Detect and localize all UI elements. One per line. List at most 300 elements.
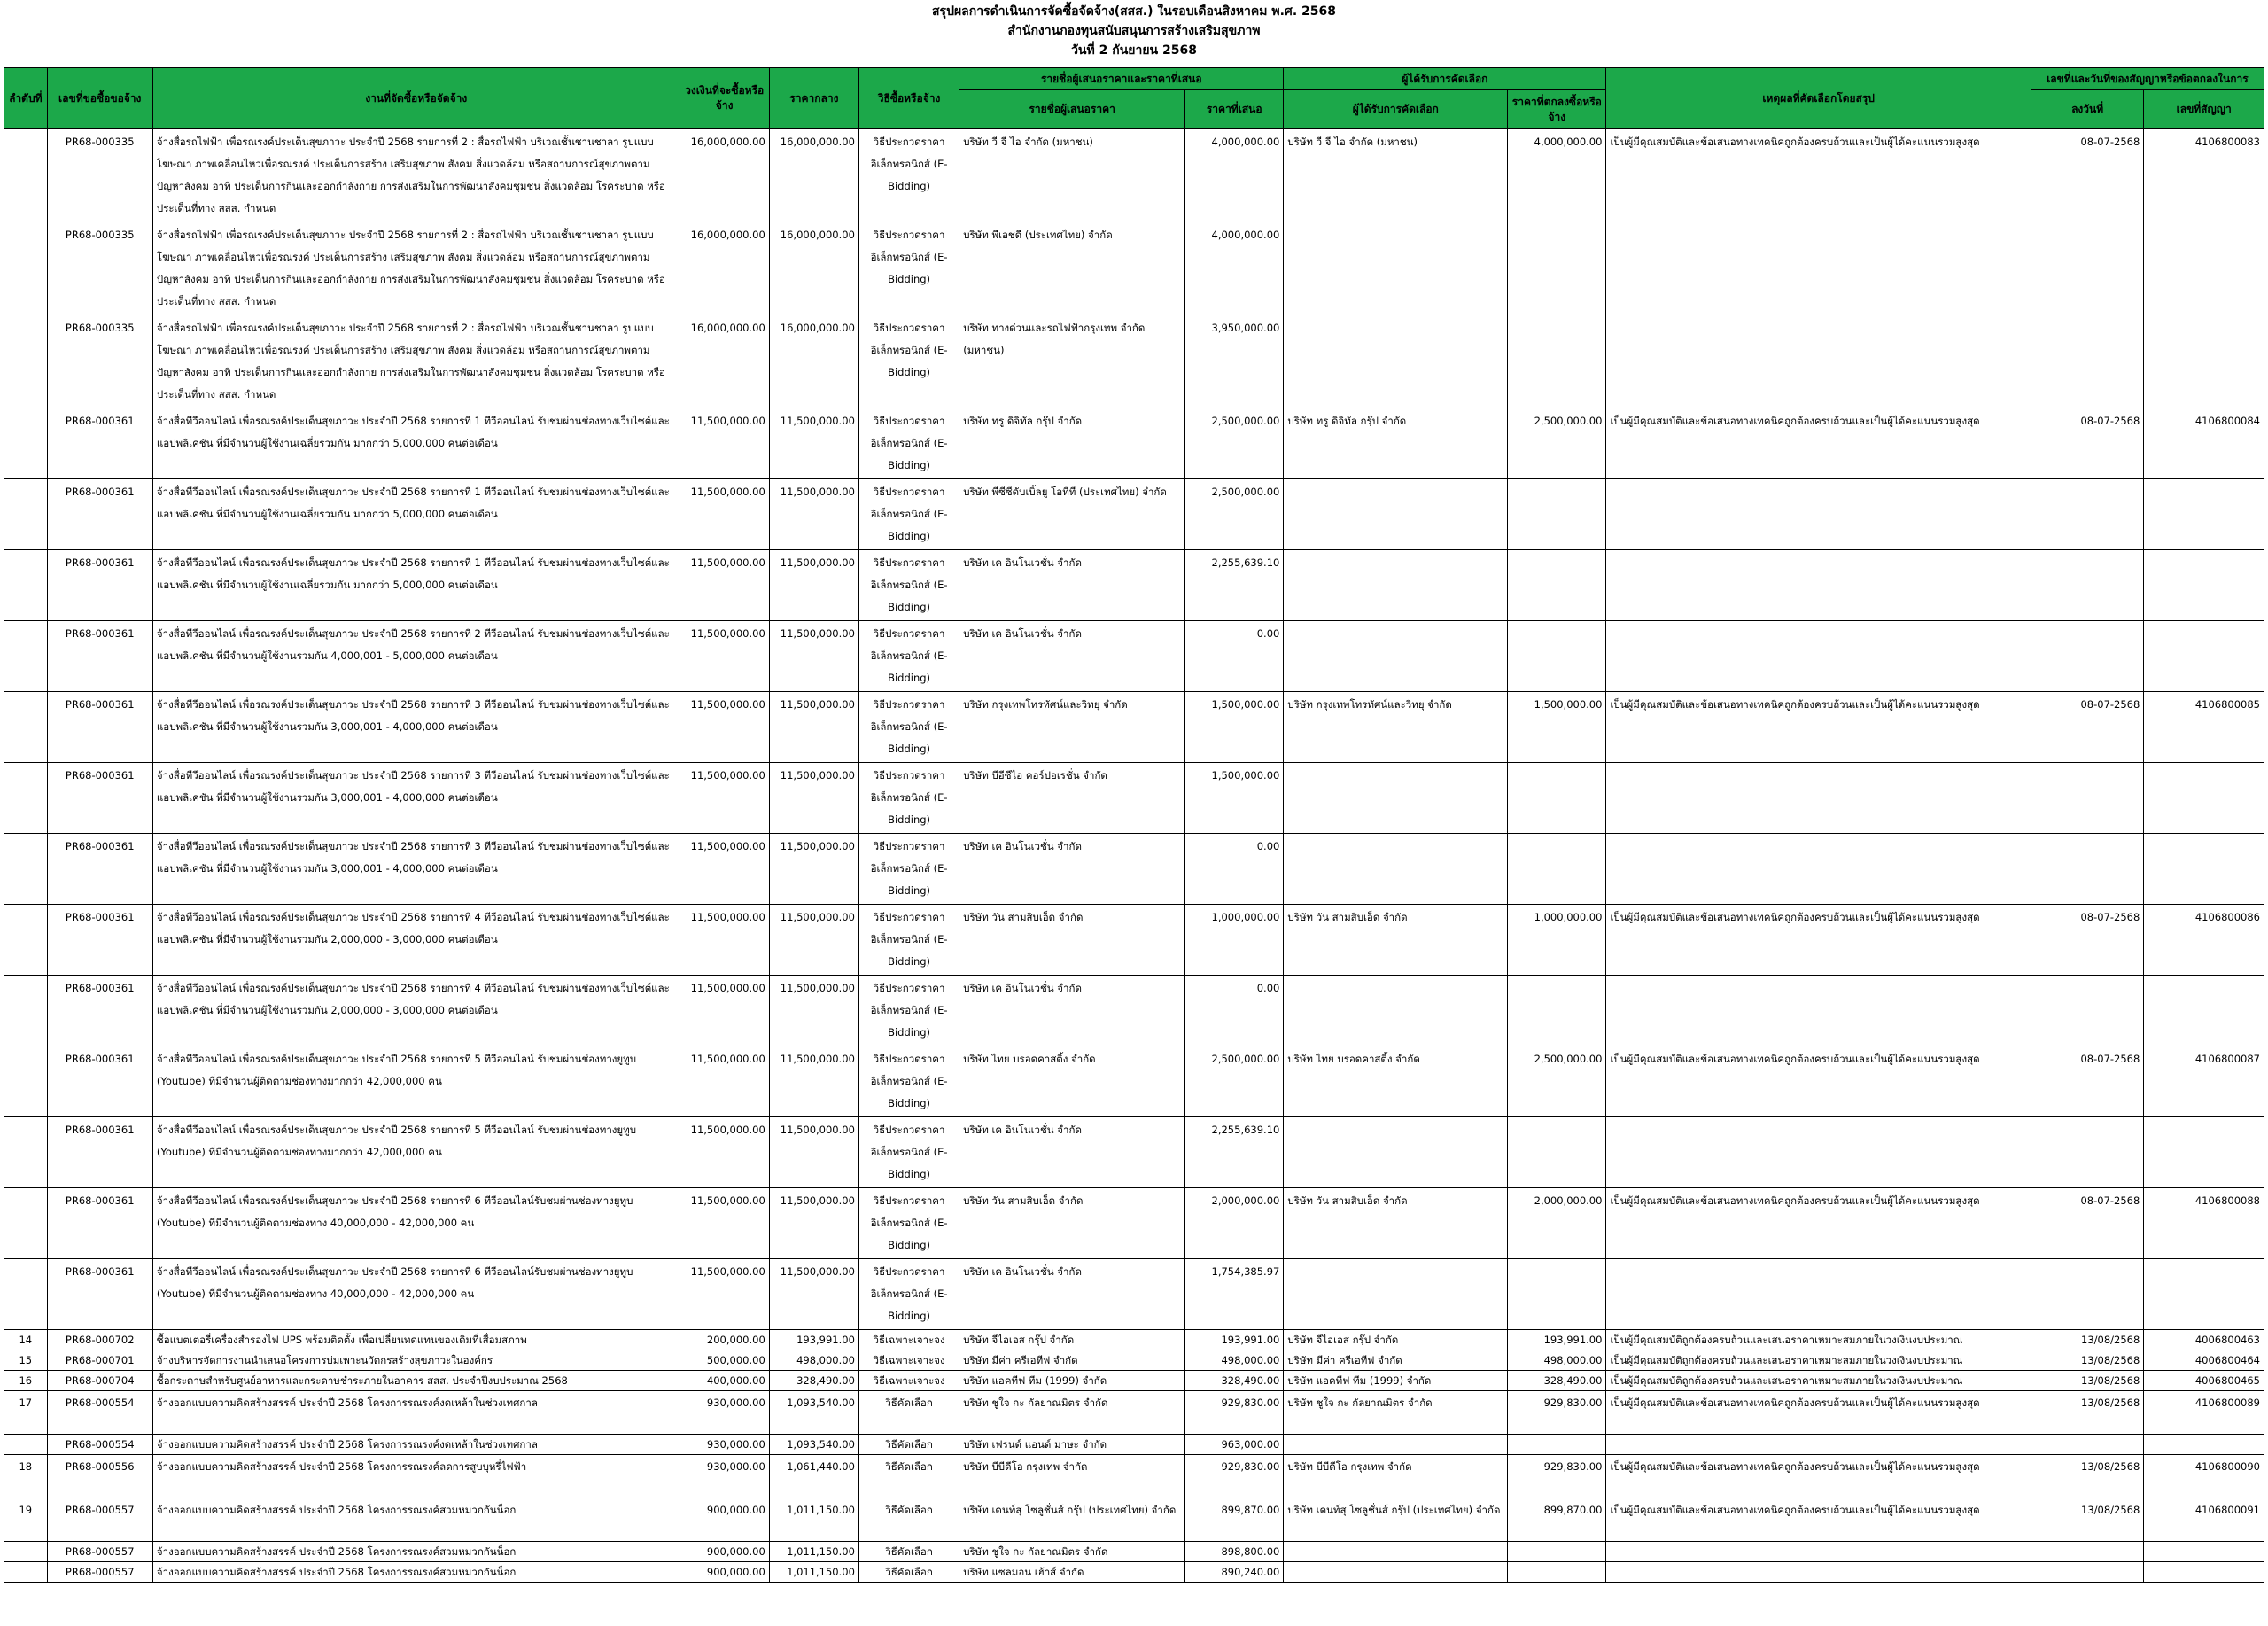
cell-bid-price: 328,490.00 — [1185, 1371, 1284, 1391]
cell-reason — [1606, 976, 2031, 1046]
cell-median: 11,500,000.00 — [769, 1259, 858, 1330]
cell-winner: บริษัท วัน สามสิบเอ็ด จำกัด — [1284, 905, 1508, 976]
cell-winner — [1284, 222, 1508, 315]
cell-median: 11,500,000.00 — [769, 1117, 858, 1188]
title-line-1: สรุปผลการดำเนินการจัดซื้อจัดจ้าง(สสส.) ในรอบเดือนสิงหาคม พ.ศ. 2568 — [932, 4, 1336, 19]
cell-agreed-price — [1508, 315, 1606, 408]
cell-method: วิธีประกวดราคาอิเล็กทรอนิกส์ (E-Bidding) — [858, 905, 959, 976]
table-row — [4, 222, 2264, 315]
cell-winner: บริษัท ชูใจ กะ กัลยาณมิตร จำกัด — [1284, 1391, 1508, 1435]
cell-winner: บริษัท วี จี ไอ จำกัด (มหาชน) — [1284, 129, 1508, 222]
table-row — [4, 1117, 2264, 1188]
cell-budget: 930,000.00 — [680, 1455, 769, 1498]
document-titles — [0, 0, 2268, 67]
table-row — [4, 550, 2264, 621]
table-row — [4, 1562, 2264, 1583]
cell-bid-price: 2,255,639.10 — [1185, 550, 1284, 621]
table-row — [4, 763, 2264, 834]
cell-no — [4, 763, 48, 834]
table-row — [4, 905, 2264, 976]
cell-pr: PR68-000557 — [47, 1498, 152, 1542]
cell-date: 08-07-2568 — [2031, 692, 2143, 763]
cell-budget: 900,000.00 — [680, 1562, 769, 1583]
cell-date — [2031, 1542, 2143, 1562]
cell-reason: เป็นผู้มีคุณสมบัติถูกต้องครบถ้วนและเสนอราคาเหมาะสมภายในวงเงินงบประมาณ — [1606, 1350, 2031, 1371]
cell-pr: PR68-000361 — [47, 479, 152, 550]
cell-method: วิธีประกวดราคาอิเล็กทรอนิกส์ (E-Bidding) — [858, 1188, 959, 1259]
cell-method: วิธีคัดเลือก — [858, 1542, 959, 1562]
cell-pr: PR68-000361 — [47, 621, 152, 692]
cell-project: จ้างสื่อทีวีออนไลน์ เพื่อรณรงค์ประเด็นสุขภาวะ ประจำปี 2568 รายการที่ 2 ทีวีออนไลน์ รับชมผ่านช่องทางเว็บไซต์และแอปพลิเคชัน ที่มีจำนวนผู้ใช้งานรวมกัน 4,000,001 - 5,000,000 คนต่อเดือน — [152, 621, 680, 692]
cell-reason — [1606, 1259, 2031, 1330]
table-row — [4, 692, 2264, 763]
cell-project: ซื้อแบตเตอรี่เครื่องสำรองไฟ UPS พร้อมติดตั้ง เพื่อเปลี่ยนทดแทนของเดิมที่เสื่อมสภาพ — [152, 1330, 680, 1350]
cell-method: วิธีเฉพาะเจาะจง — [858, 1350, 959, 1371]
cell-budget: 930,000.00 — [680, 1435, 769, 1455]
cell-contract-no — [2144, 479, 2264, 550]
cell-budget: 11,500,000.00 — [680, 905, 769, 976]
cell-pr: PR68-000361 — [47, 976, 152, 1046]
cell-budget: 900,000.00 — [680, 1498, 769, 1542]
cell-agreed-price — [1508, 1259, 1606, 1330]
cell-project: จ้างสื่อทีวีออนไลน์ เพื่อรณรงค์ประเด็นสุขภาวะ ประจำปี 2568 รายการที่ 4 ทีวีออนไลน์ รับชมผ่านช่องทางเว็บไซต์และแอปพลิเคชัน ที่มีจำนวนผู้ใช้งานรวมกัน 2,000,000 - 3,000,000 คนต่อเดือน — [152, 976, 680, 1046]
cell-date: 13/08/2568 — [2031, 1391, 2143, 1435]
cell-project: จ้างสื่อทีวีออนไลน์ เพื่อรณรงค์ประเด็นสุขภาวะ ประจำปี 2568 รายการที่ 3 ทีวีออนไลน์ รับชมผ่านช่องทางเว็บไซต์และแอปพลิเคชัน ที่มีจำนวนผู้ใช้งานรวมกัน 3,000,001 - 4,000,000 คนต่อเดือน — [152, 834, 680, 905]
cell-budget: 11,500,000.00 — [680, 1046, 769, 1117]
cell-method: วิธีเฉพาะเจาะจง — [858, 1330, 959, 1350]
cell-bid-price: 890,240.00 — [1185, 1562, 1284, 1583]
cell-no — [4, 550, 48, 621]
title-line-3: วันที่ 2 กันยายน 2568 — [1071, 43, 1197, 58]
cell-reason: เป็นผู้มีคุณสมบัติและข้อเสนอทางเทคนิคถูกต้องครบถ้วนและเป็นผู้ได้คะแนนรวมสูงสุด — [1606, 1498, 2031, 1542]
cell-pr: PR68-000335 — [47, 315, 152, 408]
cell-date: 13/08/2568 — [2031, 1330, 2143, 1350]
cell-method: วิธีประกวดราคาอิเล็กทรอนิกส์ (E-Bidding) — [858, 222, 959, 315]
cell-contract-no: 4106800085 — [2144, 692, 2264, 763]
cell-winner: บริษัท บีบีดีโอ กรุงเทพ จำกัด — [1284, 1455, 1508, 1498]
cell-agreed-price — [1508, 763, 1606, 834]
cell-date: 13/08/2568 — [2031, 1350, 2143, 1371]
cell-pr: PR68-000557 — [47, 1562, 152, 1583]
header-median: ราคากลาง — [769, 68, 858, 129]
cell-bidder: บริษัท วี จี ไอ จำกัด (มหาชน) — [959, 129, 1185, 222]
cell-reason — [1606, 763, 2031, 834]
cell-agreed-price — [1508, 550, 1606, 621]
cell-contract-no: 4106800084 — [2144, 408, 2264, 479]
header-reason: เหตุผลที่คัดเลือกโดยสรุป — [1606, 68, 2031, 129]
cell-method: วิธีประกวดราคาอิเล็กทรอนิกส์ (E-Bidding) — [858, 479, 959, 550]
cell-pr: PR68-000361 — [47, 1188, 152, 1259]
cell-winner — [1284, 763, 1508, 834]
cell-winner: บริษัท วัน สามสิบเอ็ด จำกัด — [1284, 1188, 1508, 1259]
cell-bidder: บริษัท ไทย บรอดคาสติ้ง จำกัด — [959, 1046, 1185, 1117]
cell-bid-price: 193,991.00 — [1185, 1330, 1284, 1350]
cell-pr: PR68-000361 — [47, 1117, 152, 1188]
cell-bidder: บริษัท บีอีซีไอ คอร์ปอเรชั่น จำกัด — [959, 763, 1185, 834]
header-bidder: รายชื่อผู้เสนอราคา — [959, 90, 1185, 129]
table-row — [4, 834, 2264, 905]
cell-median: 11,500,000.00 — [769, 1188, 858, 1259]
cell-date — [2031, 834, 2143, 905]
cell-date — [2031, 1117, 2143, 1188]
cell-median: 16,000,000.00 — [769, 129, 858, 222]
cell-median: 328,490.00 — [769, 1371, 858, 1391]
cell-bidder: บริษัท เค อินโนเวชั่น จำกัด — [959, 1259, 1185, 1330]
cell-budget: 11,500,000.00 — [680, 621, 769, 692]
cell-budget: 11,500,000.00 — [680, 834, 769, 905]
cell-agreed-price — [1508, 1542, 1606, 1562]
cell-budget: 900,000.00 — [680, 1542, 769, 1562]
cell-project: จ้างสื่อทีวีออนไลน์ เพื่อรณรงค์ประเด็นสุขภาวะ ประจำปี 2568 รายการที่ 5 ทีวีออนไลน์ รับชมผ่านช่องทางยูทูบ (Youtube) ที่มีจำนวนผู้ติดตามช่องทางมากกว่า 42,000,000 คน — [152, 1046, 680, 1117]
table-row — [4, 1391, 2264, 1435]
cell-budget: 11,500,000.00 — [680, 692, 769, 763]
cell-pr: PR68-000704 — [47, 1371, 152, 1391]
cell-winner — [1284, 1562, 1508, 1583]
cell-bid-price: 498,000.00 — [1185, 1350, 1284, 1371]
cell-pr: PR68-000361 — [47, 1046, 152, 1117]
cell-project: จ้างสื่อทีวีออนไลน์ เพื่อรณรงค์ประเด็นสุขภาวะ ประจำปี 2568 รายการที่ 1 ทีวีออนไลน์ รับชมผ่านช่องทางเว็บไซต์และแอปพลิเคชัน ที่มีจำนวนผู้ใช้งานเฉลี่ยรวมกัน มากกว่า 5,000,000 คนต่อเดือน — [152, 479, 680, 550]
cell-budget: 11,500,000.00 — [680, 550, 769, 621]
cell-no — [4, 315, 48, 408]
cell-no — [4, 834, 48, 905]
cell-project: จ้างออกแบบความคิดสร้างสรรค์ ประจำปี 2568 โครงการรณรงค์สวมหมวกกันน็อก — [152, 1498, 680, 1542]
table-row — [4, 1330, 2264, 1350]
cell-pr: PR68-000361 — [47, 550, 152, 621]
cell-agreed-price — [1508, 834, 1606, 905]
cell-median: 193,991.00 — [769, 1330, 858, 1350]
cell-agreed-price: 929,830.00 — [1508, 1391, 1606, 1435]
cell-median: 1,011,150.00 — [769, 1542, 858, 1562]
cell-bidder: บริษัท เฟรนด์ แอนด์ มาษะ จำกัด — [959, 1435, 1185, 1455]
cell-median: 11,500,000.00 — [769, 550, 858, 621]
cell-project: จ้างสื่อทีวีออนไลน์ เพื่อรณรงค์ประเด็นสุขภาวะ ประจำปี 2568 รายการที่ 3 ทีวีออนไลน์ รับชมผ่านช่องทางเว็บไซต์และแอปพลิเคชัน ที่มีจำนวนผู้ใช้งานรวมกัน 3,000,001 - 4,000,000 คนต่อเดือน — [152, 763, 680, 834]
cell-contract-no — [2144, 621, 2264, 692]
cell-median: 11,500,000.00 — [769, 408, 858, 479]
cell-budget: 500,000.00 — [680, 1350, 769, 1371]
cell-median: 498,000.00 — [769, 1350, 858, 1371]
cell-winner — [1284, 976, 1508, 1046]
cell-no: 19 — [4, 1498, 48, 1542]
cell-bid-price: 4,000,000.00 — [1185, 129, 1284, 222]
cell-project: จ้างบริหารจัดการงานนำเสนอโครงการบ่มเพาะนวัตกรสร้างสุขภาวะในองค์กร — [152, 1350, 680, 1371]
cell-pr: PR68-000361 — [47, 905, 152, 976]
cell-contract-no — [2144, 976, 2264, 1046]
cell-bidder: บริษัท แซลมอน เฮ้าส์ จำกัด — [959, 1562, 1185, 1583]
cell-bid-price: 1,754,385.97 — [1185, 1259, 1284, 1330]
cell-pr: PR68-000361 — [47, 408, 152, 479]
cell-bid-price: 2,500,000.00 — [1185, 408, 1284, 479]
header-contract-no: เลขที่สัญญา — [2144, 90, 2264, 129]
cell-contract-no — [2144, 1435, 2264, 1455]
cell-agreed-price: 193,991.00 — [1508, 1330, 1606, 1350]
cell-date: 08-07-2568 — [2031, 905, 2143, 976]
cell-reason: เป็นผู้มีคุณสมบัติและข้อเสนอทางเทคนิคถูกต้องครบถ้วนและเป็นผู้ได้คะแนนรวมสูงสุด — [1606, 129, 2031, 222]
cell-median: 1,011,150.00 — [769, 1498, 858, 1542]
cell-date — [2031, 763, 2143, 834]
cell-no — [4, 408, 48, 479]
cell-budget: 11,500,000.00 — [680, 1188, 769, 1259]
cell-median: 11,500,000.00 — [769, 692, 858, 763]
cell-contract-no: 4106800083 — [2144, 129, 2264, 222]
cell-reason: เป็นผู้มีคุณสมบัติและข้อเสนอทางเทคนิคถูกต้องครบถ้วนและเป็นผู้ได้คะแนนรวมสูงสุด — [1606, 1391, 2031, 1435]
cell-project: จ้างสื่อทีวีออนไลน์ เพื่อรณรงค์ประเด็นสุขภาวะ ประจำปี 2568 รายการที่ 6 ทีวีออนไลน์รับชมผ่านช่องทางยูทูบ (Youtube) ที่มีจำนวนผู้ติดตามช่องทาง 40,000,000 - 42,000,000 คน — [152, 1188, 680, 1259]
cell-pr: PR68-000702 — [47, 1330, 152, 1350]
cell-reason — [1606, 1562, 2031, 1583]
cell-project: จ้างสื่อรถไฟฟ้า เพื่อรณรงค์ประเด็นสุขภาวะ ประจำปี 2568 รายการที่ 2 : สื่อรถไฟฟ้า บริเวณชั้นชานชาลา รูปแบบโฆษณา ภาพเคลื่อนไหวเพื่อรณรงค์ ประเด็นการสร้าง เสริมสุขภาพ สังคม สิ่งแวดล้อม หรือสถานการณ์สุขภาพตามปัญหาสังคม อาทิ ประเด็นการกินและออกกำลังกาย การส่งเสริมในการพัฒนาสังคมชุมชน สิ่งแวดล้อม โรคระบาด หรือประเด็นที่ทาง สสส. กำหนด — [152, 222, 680, 315]
cell-no — [4, 1542, 48, 1562]
cell-method: วิธีประกวดราคาอิเล็กทรอนิกส์ (E-Bidding) — [858, 1117, 959, 1188]
table-row — [4, 315, 2264, 408]
cell-project: จ้างสื่อทีวีออนไลน์ เพื่อรณรงค์ประเด็นสุขภาวะ ประจำปี 2568 รายการที่ 1 ทีวีออนไลน์ รับชมผ่านช่องทางเว็บไซต์และแอปพลิเคชัน ที่มีจำนวนผู้ใช้งานเฉลี่ยรวมกัน มากกว่า 5,000,000 คนต่อเดือน — [152, 550, 680, 621]
cell-bidder: บริษัท เค อินโนเวชั่น จำกัด — [959, 834, 1185, 905]
cell-bid-price: 899,870.00 — [1185, 1498, 1284, 1542]
cell-bidder: บริษัท พีซีซีดับเบิ้ลยู โอทีที (ประเทศไทย) จำกัด — [959, 479, 1185, 550]
cell-date: 13/08/2568 — [2031, 1371, 2143, 1391]
cell-bid-price: 0.00 — [1185, 976, 1284, 1046]
cell-no: 18 — [4, 1455, 48, 1498]
cell-reason — [1606, 1435, 2031, 1455]
cell-budget: 200,000.00 — [680, 1330, 769, 1350]
cell-no — [4, 1188, 48, 1259]
cell-contract-no — [2144, 315, 2264, 408]
cell-method: วิธีประกวดราคาอิเล็กทรอนิกส์ (E-Bidding) — [858, 621, 959, 692]
header-bid-price: ราคาที่เสนอ — [1185, 90, 1284, 129]
cell-reason — [1606, 1542, 2031, 1562]
cell-reason — [1606, 222, 2031, 315]
cell-winner — [1284, 315, 1508, 408]
cell-contract-no: 4106800091 — [2144, 1498, 2264, 1542]
cell-winner — [1284, 1435, 1508, 1455]
cell-method: วิธีประกวดราคาอิเล็กทรอนิกส์ (E-Bidding) — [858, 1046, 959, 1117]
cell-bidder: บริษัท เค อินโนเวชั่น จำกัด — [959, 621, 1185, 692]
cell-bidder: บริษัท จีไอเอส กรุ๊ป จำกัด — [959, 1330, 1185, 1350]
cell-contract-no: 4106800086 — [2144, 905, 2264, 976]
cell-bidder: บริษัท เดนท์สุ โซลูชั่นส์ กรุ๊ป (ประเทศไทย) จำกัด — [959, 1498, 1185, 1542]
cell-median: 11,500,000.00 — [769, 905, 858, 976]
cell-method: วิธีประกวดราคาอิเล็กทรอนิกส์ (E-Bidding) — [858, 976, 959, 1046]
cell-budget: 11,500,000.00 — [680, 1117, 769, 1188]
table-row — [4, 1188, 2264, 1259]
cell-median: 11,500,000.00 — [769, 763, 858, 834]
cell-no — [4, 976, 48, 1046]
cell-no — [4, 1046, 48, 1117]
cell-winner — [1284, 1542, 1508, 1562]
cell-project: จ้างออกแบบความคิดสร้างสรรค์ ประจำปี 2568 โครงการรณรงค์ลดการสูบบุหรี่ไฟฟ้า — [152, 1455, 680, 1498]
cell-date — [2031, 1435, 2143, 1455]
cell-contract-no: 4106800089 — [2144, 1391, 2264, 1435]
cell-budget: 11,500,000.00 — [680, 1259, 769, 1330]
cell-contract-no: 4006800463 — [2144, 1330, 2264, 1350]
procurement-table — [4, 67, 2264, 1583]
cell-budget: 11,500,000.00 — [680, 976, 769, 1046]
cell-bidder: บริษัท เค อินโนเวชั่น จำกัด — [959, 1117, 1185, 1188]
cell-no — [4, 1562, 48, 1583]
cell-pr: PR68-000335 — [47, 222, 152, 315]
cell-bid-price: 1,000,000.00 — [1185, 905, 1284, 976]
cell-bid-price: 2,500,000.00 — [1185, 1046, 1284, 1117]
table-row — [4, 1046, 2264, 1117]
cell-bidder: บริษัท เค อินโนเวชั่น จำกัด — [959, 550, 1185, 621]
table-row — [4, 1350, 2264, 1371]
cell-agreed-price: 2,500,000.00 — [1508, 1046, 1606, 1117]
cell-method: วิธีคัดเลือก — [858, 1498, 959, 1542]
cell-date — [2031, 1562, 2143, 1583]
cell-bid-price: 3,950,000.00 — [1185, 315, 1284, 408]
cell-winner — [1284, 550, 1508, 621]
cell-budget: 16,000,000.00 — [680, 129, 769, 222]
cell-project: จ้างสื่อทีวีออนไลน์ เพื่อรณรงค์ประเด็นสุขภาวะ ประจำปี 2568 รายการที่ 6 ทีวีออนไลน์รับชมผ่านช่องทางยูทูบ (Youtube) ที่มีจำนวนผู้ติดตามช่องทาง 40,000,000 - 42,000,000 คน — [152, 1259, 680, 1330]
table-row — [4, 1455, 2264, 1498]
cell-contract-no: 4006800464 — [2144, 1350, 2264, 1371]
cell-no — [4, 1259, 48, 1330]
cell-method: วิธีประกวดราคาอิเล็กทรอนิกส์ (E-Bidding) — [858, 129, 959, 222]
cell-contract-no — [2144, 1542, 2264, 1562]
cell-no — [4, 222, 48, 315]
cell-agreed-price: 498,000.00 — [1508, 1350, 1606, 1371]
cell-agreed-price — [1508, 222, 1606, 315]
cell-median: 1,093,540.00 — [769, 1391, 858, 1435]
cell-contract-no: 4106800087 — [2144, 1046, 2264, 1117]
cell-pr: PR68-000361 — [47, 834, 152, 905]
cell-winner: บริษัท ทรู ดิจิทัล กรุ๊ป จำกัด — [1284, 408, 1508, 479]
cell-bid-price: 1,500,000.00 — [1185, 763, 1284, 834]
cell-reason — [1606, 315, 2031, 408]
cell-bidder: บริษัท วัน สามสิบเอ็ด จำกัด — [959, 905, 1185, 976]
cell-bid-price: 2,000,000.00 — [1185, 1188, 1284, 1259]
table-row — [4, 621, 2264, 692]
cell-date — [2031, 222, 2143, 315]
cell-winner — [1284, 479, 1508, 550]
cell-date: 13/08/2568 — [2031, 1455, 2143, 1498]
table-row — [4, 129, 2264, 222]
cell-budget: 11,500,000.00 — [680, 763, 769, 834]
cell-median: 11,500,000.00 — [769, 621, 858, 692]
cell-project: จ้างสื่อทีวีออนไลน์ เพื่อรณรงค์ประเด็นสุขภาวะ ประจำปี 2568 รายการที่ 1 ทีวีออนไลน์ รับชมผ่านช่องทางเว็บไซต์และแอปพลิเคชัน ที่มีจำนวนผู้ใช้งานเฉลี่ยรวมกัน มากกว่า 5,000,000 คนต่อเดือน — [152, 408, 680, 479]
cell-contract-no: 4006800465 — [2144, 1371, 2264, 1391]
cell-budget: 16,000,000.00 — [680, 315, 769, 408]
cell-agreed-price: 328,490.00 — [1508, 1371, 1606, 1391]
cell-agreed-price: 4,000,000.00 — [1508, 129, 1606, 222]
cell-bidder: บริษัท ทรู ดิจิทัล กรุ๊ป จำกัด — [959, 408, 1185, 479]
cell-contract-no — [2144, 1259, 2264, 1330]
cell-reason: เป็นผู้มีคุณสมบัติและข้อเสนอทางเทคนิคถูกต้องครบถ้วนและเป็นผู้ได้คะแนนรวมสูงสุด — [1606, 905, 2031, 976]
cell-bidder: บริษัท แอคทีฟ ทีม (1999) จำกัด — [959, 1371, 1185, 1391]
cell-project: จ้างออกแบบความคิดสร้างสรรค์ ประจำปี 2568 โครงการรณรงค์งดเหล้าในช่วงเทศกาล — [152, 1435, 680, 1455]
cell-reason: เป็นผู้มีคุณสมบัติและข้อเสนอทางเทคนิคถูกต้องครบถ้วนและเป็นผู้ได้คะแนนรวมสูงสุด — [1606, 1455, 2031, 1498]
cell-date — [2031, 1259, 2143, 1330]
cell-contract-no — [2144, 1117, 2264, 1188]
cell-no: 15 — [4, 1350, 48, 1371]
cell-median: 1,093,540.00 — [769, 1435, 858, 1455]
cell-method: วิธีคัดเลือก — [858, 1562, 959, 1583]
cell-contract-no — [2144, 763, 2264, 834]
cell-bid-price: 0.00 — [1185, 834, 1284, 905]
cell-no — [4, 1435, 48, 1455]
cell-project: จ้างสื่อรถไฟฟ้า เพื่อรณรงค์ประเด็นสุขภาวะ ประจำปี 2568 รายการที่ 2 : สื่อรถไฟฟ้า บริเวณชั้นชานชาลา รูปแบบโฆษณา ภาพเคลื่อนไหวเพื่อรณรงค์ ประเด็นการสร้าง เสริมสุขภาพ สังคม สิ่งแวดล้อม หรือสถานการณ์สุขภาพตามปัญหาสังคม อาทิ ประเด็นการกินและออกกำลังกาย การส่งเสริมในการพัฒนาสังคมชุมชน สิ่งแวดล้อม โรคระบาด หรือประเด็นที่ทาง สสส. กำหนด — [152, 315, 680, 408]
cell-agreed-price: 1,500,000.00 — [1508, 692, 1606, 763]
cell-agreed-price — [1508, 1562, 1606, 1583]
table-row — [4, 1435, 2264, 1455]
cell-reason — [1606, 479, 2031, 550]
cell-contract-no: 4106800090 — [2144, 1455, 2264, 1498]
cell-contract-no — [2144, 222, 2264, 315]
cell-contract-no — [2144, 550, 2264, 621]
cell-reason: เป็นผู้มีคุณสมบัติและข้อเสนอทางเทคนิคถูกต้องครบถ้วนและเป็นผู้ได้คะแนนรวมสูงสุด — [1606, 408, 2031, 479]
cell-agreed-price: 929,830.00 — [1508, 1455, 1606, 1498]
cell-bidder: บริษัท ชูใจ กะ กัลยาณมิตร จำกัด — [959, 1391, 1185, 1435]
header-method: วิธีซื้อหรือจ้าง — [858, 68, 959, 129]
cell-winner — [1284, 834, 1508, 905]
cell-bidder: บริษัท มีค่า ครีเอทีฟ จำกัด — [959, 1350, 1185, 1371]
cell-project: จ้างออกแบบความคิดสร้างสรรค์ ประจำปี 2568 โครงการรณรงค์งดเหล้าในช่วงเทศกาล — [152, 1391, 680, 1435]
cell-bid-price: 4,000,000.00 — [1185, 222, 1284, 315]
cell-bid-price: 898,800.00 — [1185, 1542, 1284, 1562]
header-pr: เลขที่ขอซื้อขอจ้าง — [47, 68, 152, 129]
cell-pr: PR68-000556 — [47, 1455, 152, 1498]
cell-contract-no — [2144, 1562, 2264, 1583]
cell-date: 08-07-2568 — [2031, 1188, 2143, 1259]
cell-date: 08-07-2568 — [2031, 1046, 2143, 1117]
cell-reason: เป็นผู้มีคุณสมบัติถูกต้องครบถ้วนและเสนอราคาเหมาะสมภายในวงเงินงบประมาณ — [1606, 1330, 2031, 1350]
cell-agreed-price: 1,000,000.00 — [1508, 905, 1606, 976]
header-date: ลงวันที่ — [2031, 90, 2143, 129]
cell-method: วิธีคัดเลือก — [858, 1455, 959, 1498]
cell-bidder: บริษัท เค อินโนเวชั่น จำกัด — [959, 976, 1185, 1046]
cell-pr: PR68-000554 — [47, 1435, 152, 1455]
cell-median: 11,500,000.00 — [769, 479, 858, 550]
cell-agreed-price — [1508, 976, 1606, 1046]
cell-agreed-price: 899,870.00 — [1508, 1498, 1606, 1542]
cell-no — [4, 905, 48, 976]
cell-median: 11,500,000.00 — [769, 834, 858, 905]
table-row — [4, 1498, 2264, 1542]
header-project: งานที่จัดซื้อหรือจัดจ้าง — [152, 68, 680, 129]
cell-reason — [1606, 621, 2031, 692]
cell-method: วิธีประกวดราคาอิเล็กทรอนิกส์ (E-Bidding) — [858, 408, 959, 479]
cell-winner: บริษัท กรุงเทพโทรทัศน์และวิทยุ จำกัด — [1284, 692, 1508, 763]
header-winner-group: ผู้ได้รับการคัดเลือก — [1284, 68, 1606, 90]
cell-reason: เป็นผู้มีคุณสมบัติและข้อเสนอทางเทคนิคถูกต้องครบถ้วนและเป็นผู้ได้คะแนนรวมสูงสุด — [1606, 1046, 2031, 1117]
cell-date: 08-07-2568 — [2031, 408, 2143, 479]
cell-pr: PR68-000361 — [47, 763, 152, 834]
cell-median: 16,000,000.00 — [769, 222, 858, 315]
header-agreed-price: ราคาที่ตกลงซื้อหรือจ้าง — [1508, 90, 1606, 129]
header-winner: ผู้ได้รับการคัดเลือก — [1284, 90, 1508, 129]
cell-reason: เป็นผู้มีคุณสมบัติและข้อเสนอทางเทคนิคถูกต้องครบถ้วนและเป็นผู้ได้คะแนนรวมสูงสุด — [1606, 692, 2031, 763]
cell-winner: บริษัท เดนท์สุ โซลูชั่นส์ กรุ๊ป (ประเทศไทย) จำกัด — [1284, 1498, 1508, 1542]
cell-bidder: บริษัท ทางด่วนและรถไฟฟ้ากรุงเทพ จำกัด (มหาชน) — [959, 315, 1185, 408]
header-no: ลำดับที่ — [4, 68, 48, 129]
title-line-2: สำนักงานกองทุนสนับสนุนการสร้างเสริมสุขภาพ — [1007, 24, 1261, 38]
table-row — [4, 408, 2264, 479]
cell-no: 14 — [4, 1330, 48, 1350]
cell-method: วิธีประกวดราคาอิเล็กทรอนิกส์ (E-Bidding) — [858, 692, 959, 763]
table-row — [4, 976, 2264, 1046]
cell-reason: เป็นผู้มีคุณสมบัติถูกต้องครบถ้วนและเสนอราคาเหมาะสมภายในวงเงินงบประมาณ — [1606, 1371, 2031, 1391]
cell-date — [2031, 479, 2143, 550]
cell-method: วิธีประกวดราคาอิเล็กทรอนิกส์ (E-Bidding) — [858, 550, 959, 621]
cell-median: 11,500,000.00 — [769, 1046, 858, 1117]
cell-method: วิธีคัดเลือก — [858, 1435, 959, 1455]
cell-median: 1,011,150.00 — [769, 1562, 858, 1583]
cell-pr: PR68-000554 — [47, 1391, 152, 1435]
cell-winner — [1284, 1259, 1508, 1330]
cell-bidder: บริษัท บีบีดีโอ กรุงเทพ จำกัด — [959, 1455, 1185, 1498]
cell-winner: บริษัท จีไอเอส กรุ๊ป จำกัด — [1284, 1330, 1508, 1350]
cell-budget: 11,500,000.00 — [680, 479, 769, 550]
cell-date — [2031, 315, 2143, 408]
cell-project: จ้างออกแบบความคิดสร้างสรรค์ ประจำปี 2568 โครงการรณรงค์สวมหมวกกันน็อก — [152, 1542, 680, 1562]
